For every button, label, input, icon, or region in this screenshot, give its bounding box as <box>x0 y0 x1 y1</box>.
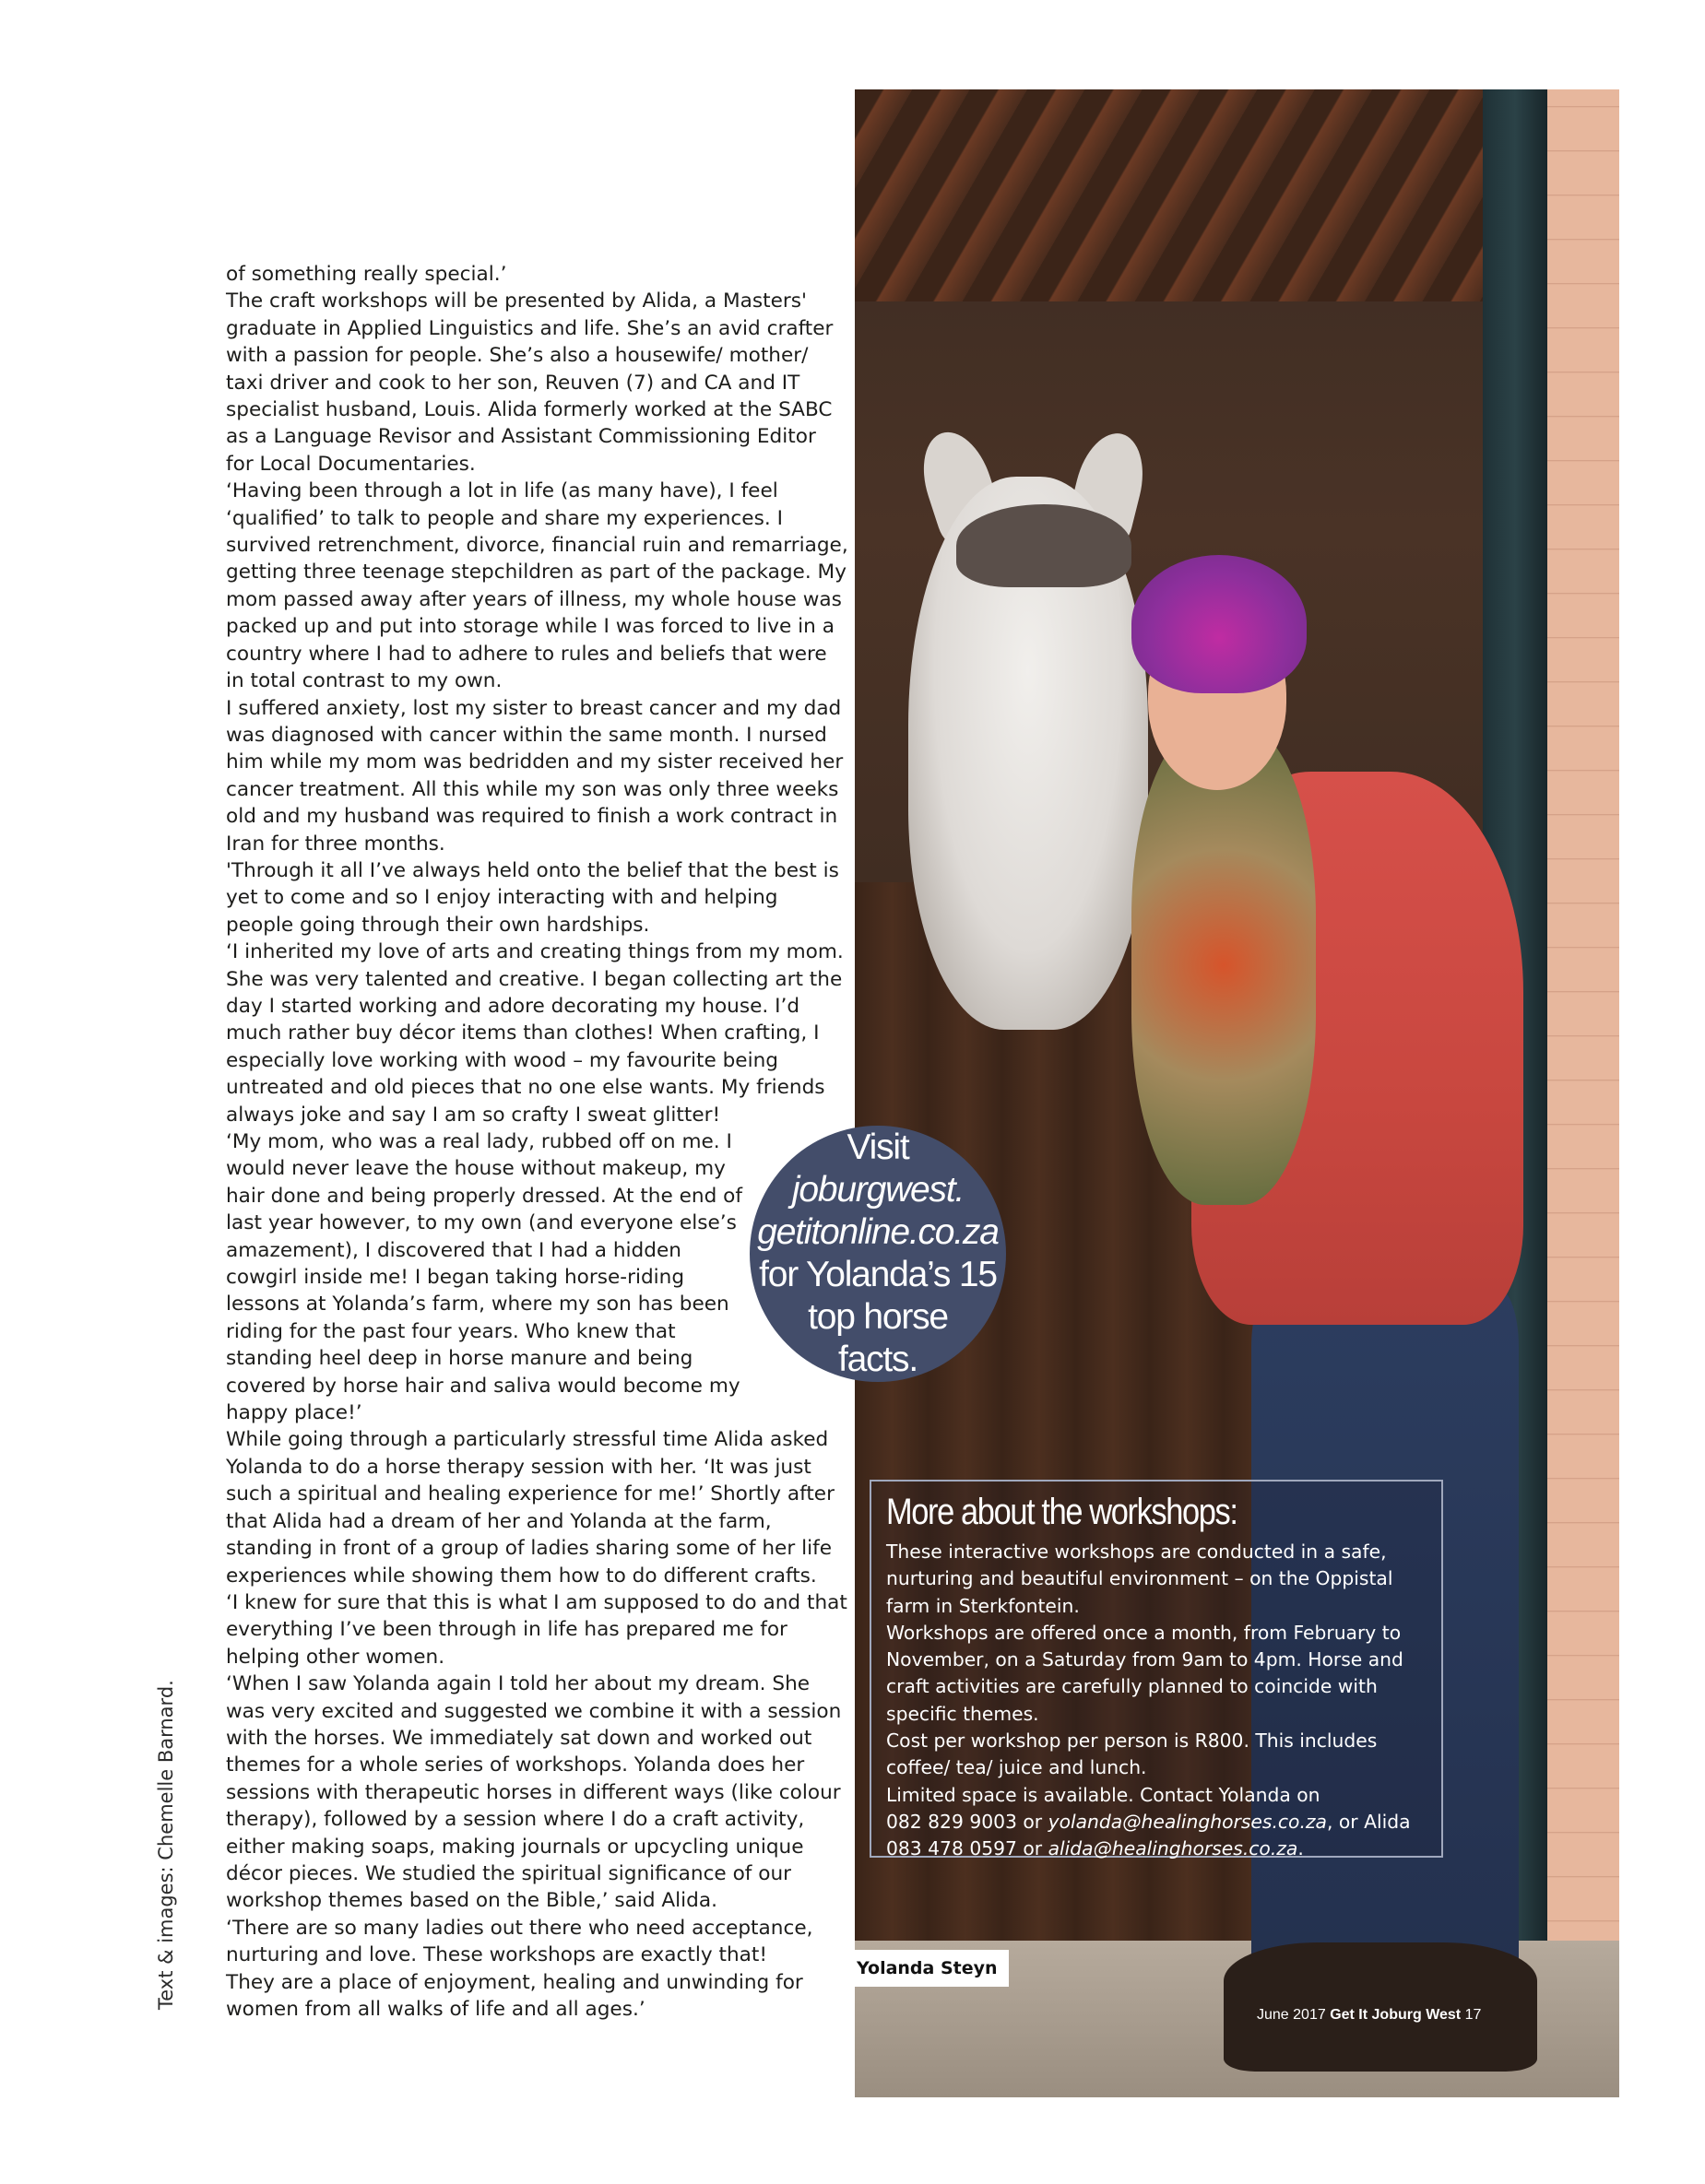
article-paragraph: ‘I inherited my love of arts and creating things from my mom. She was very talented and creative. I began collecting art the day I started working and adore decorating my house. I’d much rather buy décor items than clothes! When crafting, I especially love working with wood – my favourite being untreated and old pieces that no one else wants. My friends always joke and say I am so crafty I sweat glitter! <box>226 940 844 1127</box>
article-paragraph: 'Through it all I’ve always held onto the belief that the best is yet to come and so I enjoy interacting with and helping people going through their own hardships. <box>226 858 839 937</box>
brick-wall <box>1547 89 1619 2097</box>
folio-page-number: 17 <box>1461 2007 1482 2023</box>
callout-line: for Yolanda’s 15 <box>759 1255 997 1294</box>
article-paragraph: ‘I knew for sure that this is what I am supposed to do and that everything I’ve been through in life has prepared me for helping other women. <box>226 1590 847 1669</box>
woman-hair <box>1131 555 1307 693</box>
workshops-paragraph: Workshops are offered once a month, from February to November, on a Saturday from 9am to 4pm. Horse and craft activities are carefully planned to coincide with specific themes. <box>886 1621 1403 1725</box>
folio-magazine: Get It Joburg West <box>1330 2007 1462 2023</box>
callout-line: facts. <box>838 1340 918 1379</box>
photo-credit: Text & images: Chemelle Barnard. <box>155 1680 177 2010</box>
alida-email[interactable]: alida@healinghorses.co.za <box>1048 1837 1298 1860</box>
folio-date: June 2017 <box>1257 2007 1331 2023</box>
callout-url: joburgwest. <box>791 1170 965 1210</box>
workshops-title: More about the workshops: <box>886 1492 1237 1532</box>
article-paragraph: ‘When I saw Yolanda again I told her about my dream. She was very excited and suggested we combine it with a session with the horses. We immediately sat down and worked out themes for a whole series of workshops. Yolanda does her sessions with therapeutic horses in different ways (like colour therapy), followed by a session where I do a craft activity, either making soaps, making journals or upcycling unique décor pieces. We studied the spiritual significance of our workshop themes based on the Bible,’ said Alida. <box>226 1672 842 1913</box>
callout-line: top horse <box>808 1297 948 1337</box>
article-body <box>226 261 848 2023</box>
article-paragraph: They are a place of enjoyment, healing and unwinding for women from all walks of life and all ages.’ <box>226 1970 803 2021</box>
article-paragraph: The craft workshops will be presented by Alida, a Masters' graduate in Applied Linguistics and life. She’s an avid crafter with a passion for people. She’s also a housewife/ mother/ taxi driver and cook to her son, Reuven (7) and CA and IT specialist husband, Louis. Alida formerly worked at the SABC as a Language Revisor and Assistant Commissioning Editor for Local Documentaries. <box>226 289 834 476</box>
yolanda-phone: 082 829 9003 or <box>886 1810 1048 1833</box>
article-paragraph: of something really special.’ <box>226 263 507 286</box>
workshops-paragraph: Cost per workshop per person is R800. This includes coffee/ tea/ juice and lunch. <box>886 1729 1378 1779</box>
article-paragraph: I suffered anxiety, lost my sister to breast cancer and my dad was diagnosed with cancer within the same month. I nursed him while my mom was bedridden and my sister received her cancer treatment. All this while my son was only three weeks old and my husband was required to finish a work contract in Iran for three months. <box>226 696 844 856</box>
page-folio <box>1257 2007 1481 2024</box>
contact-end: . <box>1297 1837 1304 1860</box>
website-callout <box>750 1126 1006 1382</box>
workshops-contact <box>886 1782 1427 1863</box>
photo-caption: Yolanda Steyn <box>846 1950 1009 1987</box>
article-paragraph: While going through a particularly stressful time Alida asked Yolanda to do a horse therapy session with her. ‘It was just such a spiritual and healing experience for me!’ Shortly after that Alida had a dream of her and Yolanda at the farm, standing in front of a group of ladies sharing some of her life experiences while showing them how to do different crafts. <box>226 1428 835 1588</box>
horse-mane <box>956 504 1131 587</box>
yolanda-email[interactable]: yolanda@healinghorses.co.za <box>1048 1810 1327 1833</box>
workshops-paragraph: These interactive workshops are conducted in a safe, nurturing and beautiful environment – on the Oppistal farm in Sterkfontein. <box>886 1541 1393 1617</box>
alida-phone: 083 478 0597 or <box>886 1837 1048 1860</box>
article-paragraph: ‘My mom, who was a real lady, rubbed off on me. I would never leave the house without makeup, my hair done and being properly dressed. At the end of last year however, to my own (and everyone else’s amazement), I discovered that I had a hidden cowgirl inside me! I began taking horse-riding lessons at Yolanda’s farm, where my son has been riding for the past four years. Who knew that standing heel deep in horse manure and being covered by horse hair and saliva would become my happy place!’ <box>226 1130 742 1425</box>
article-paragraph: ‘Having been through a lot in life (as many have), I feel ‘qualified’ to talk to people and share my experiences. I survived retrenchment, divorce, financial ruin and remarriage, getting three teenage stepchildren as part of the package. My mom passed away after years of illness, my whole house was packed up and put into storage while I was forced to live in a country where I had to adhere to rules and beliefs that were in total contrast to my own. <box>226 479 848 693</box>
workshops-info-box <box>870 1480 1443 1858</box>
article-paragraph: ‘There are so many ladies out there who need acceptance, nurturing and love. These workshops are exactly that! <box>226 1916 813 1967</box>
contact-intro: Limited space is available. Contact Yolanda on <box>886 1783 1320 1806</box>
woman-scarf <box>1131 726 1316 1205</box>
contact-joiner: , or Alida <box>1327 1810 1411 1833</box>
callout-url: getitonline.co.za <box>757 1212 999 1252</box>
callout-line: Visit <box>847 1127 909 1167</box>
